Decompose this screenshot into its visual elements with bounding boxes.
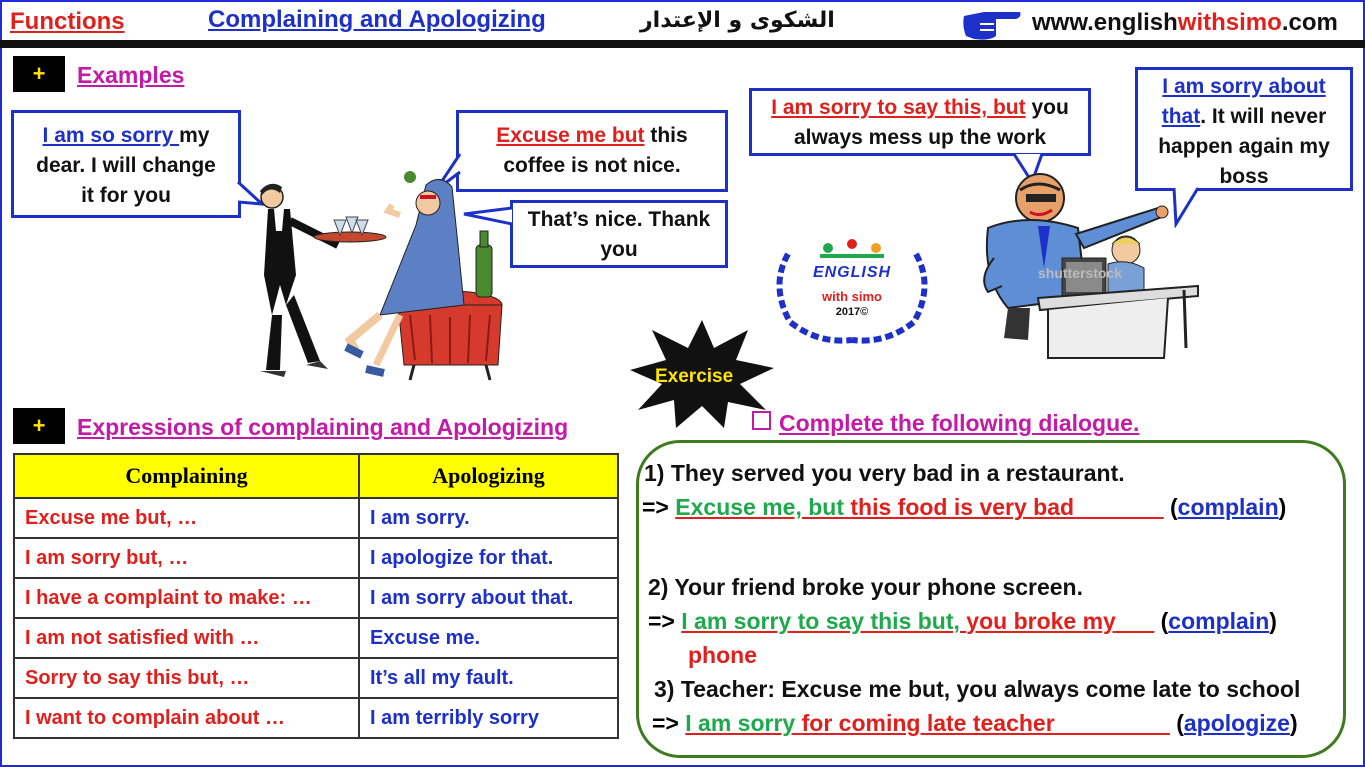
exercise-badge-label: Exercise [655, 366, 734, 387]
exercise-answer-3 [652, 710, 1298, 737]
bubble-customer-highlight: Excuse me but [496, 124, 645, 147]
answer-green: I am sorry to say this but, [681, 608, 967, 634]
speech-bubble-boss [749, 88, 1091, 156]
url-prefix: www.english [1032, 9, 1178, 36]
complaining-cell: I am not satisfied with … [14, 618, 359, 658]
bubble-waiter-line2: dear. I will change [36, 154, 216, 177]
logo-line3: 2017© [835, 306, 869, 318]
answer-red: you broke my [966, 608, 1116, 634]
answer-type: complain [1168, 608, 1270, 634]
bubble-customer-line1: this [644, 124, 688, 147]
bubble-employee-highlight1: I am sorry about [1162, 75, 1326, 98]
bubble-employee-line2: . It will never [1200, 105, 1327, 128]
paren-open: ( [1154, 608, 1169, 634]
paren-close: ) [1269, 608, 1277, 634]
complaining-cell: Sorry to say this but, … [14, 658, 359, 698]
answer-arrow: => [648, 608, 682, 634]
expressions-table [13, 453, 619, 739]
exercise-instruction-text: Complete the following dialogue. [779, 410, 1140, 436]
table-header-row [14, 454, 618, 498]
answer-type: apologize [1183, 710, 1290, 736]
restaurant-illustration [250, 165, 520, 390]
exercise-question-2: 2) Your friend broke your phone screen. [648, 574, 1083, 600]
exercise-question-1: 1) They served you very bad in a restaurant. [644, 460, 1125, 486]
table-header-apologizing: Apologizing [359, 454, 618, 498]
apologizing-cell: Excuse me. [359, 618, 618, 658]
exercise-question-3: 3) Teacher: Excuse me but, you always come late to school [654, 676, 1301, 702]
complaining-cell: I want to complain about … [14, 698, 359, 738]
table-row [14, 538, 618, 578]
checkbox-icon [752, 411, 771, 430]
expressions-heading: Expressions of complaining and Apologizing [77, 414, 569, 440]
arabic-title: الشكوى و الإعتدار [640, 8, 835, 33]
table-row [14, 618, 618, 658]
apologizing-cell: I apologize for that. [359, 538, 618, 578]
answer-arrow: => [642, 494, 676, 520]
exercise-answer-1 [642, 494, 1286, 521]
bubble-boss-line2: always mess up the work [793, 126, 1047, 149]
answer-arrow: => [652, 710, 686, 736]
examples-heading: Examples [77, 62, 185, 88]
answer-blank: _________ [1054, 710, 1170, 736]
table-row [14, 658, 618, 698]
bubble-waiter-highlight: I am so sorry [42, 124, 180, 147]
bubble-boss-line1: you [1025, 96, 1069, 119]
examples-plus-badge: + [13, 56, 65, 92]
answer-green: I am sorry [685, 710, 802, 736]
answer-red: this food is very bad [850, 494, 1075, 520]
complaining-cell: Excuse me but, … [14, 498, 359, 538]
answer-red: for coming late teacher [801, 710, 1055, 736]
watermark-text: shutterstock [1038, 265, 1123, 281]
bubble-waiter-line3: it for you [81, 184, 171, 207]
table-row [14, 498, 618, 538]
speech-bubble-waiter [11, 110, 241, 218]
answer-green: Excuse me, but [675, 494, 851, 520]
office-illustration [968, 168, 1204, 380]
paren-close: ) [1289, 710, 1298, 736]
table-row [14, 698, 618, 738]
expressions-plus-badge: + [13, 408, 65, 444]
bubble-employee-line4: boss [1219, 165, 1269, 188]
paren-close: ) [1278, 494, 1287, 520]
answer-blank: _______ [1074, 494, 1164, 520]
table-header-complaining: Complaining [14, 454, 359, 498]
complaining-cell: I am sorry but, … [14, 538, 359, 578]
bubble-thanks-line1: That’s nice. Thank [527, 208, 711, 231]
page-title: Complaining and Apologizing [208, 6, 546, 33]
apologizing-cell: I am terribly sorry [359, 698, 618, 738]
exercise-answer-2 [648, 608, 1277, 635]
url-suffix: .com [1281, 9, 1338, 36]
apologizing-cell: It’s all my fault. [359, 658, 618, 698]
url-highlight: withsimo [1177, 9, 1282, 36]
exercise-answer-2-continued: phone [688, 642, 757, 668]
complaining-cell: I have a complaint to make: … [14, 578, 359, 618]
paren-open: ( [1169, 710, 1184, 736]
bubble-customer-line2: coffee is not nice. [503, 154, 681, 177]
bubble-employee-line3: happen again my [1158, 135, 1330, 158]
speech-bubble-thanks [510, 200, 728, 268]
bubble-employee-highlight2: that [1161, 105, 1201, 128]
logo-line1: ENGLISH [812, 264, 892, 281]
apologizing-cell: I am sorry. [359, 498, 618, 538]
bubble-waiter-line1: my [179, 124, 210, 147]
site-url[interactable] [1032, 9, 1338, 37]
functions-label: Functions [10, 8, 125, 35]
apologizing-cell: I am sorry about that. [359, 578, 618, 618]
table-row [14, 578, 618, 618]
answer-blank: ___ [1115, 608, 1155, 634]
bubble-thanks-line2: you [600, 238, 638, 261]
paren-open: ( [1163, 494, 1178, 520]
bubble-boss-highlight: I am sorry to say this, but [771, 96, 1026, 119]
answer-type: complain [1177, 494, 1279, 520]
header-divider [0, 40, 1365, 48]
exercise-instruction [752, 410, 1139, 437]
logo-line2: with simo [822, 289, 882, 304]
